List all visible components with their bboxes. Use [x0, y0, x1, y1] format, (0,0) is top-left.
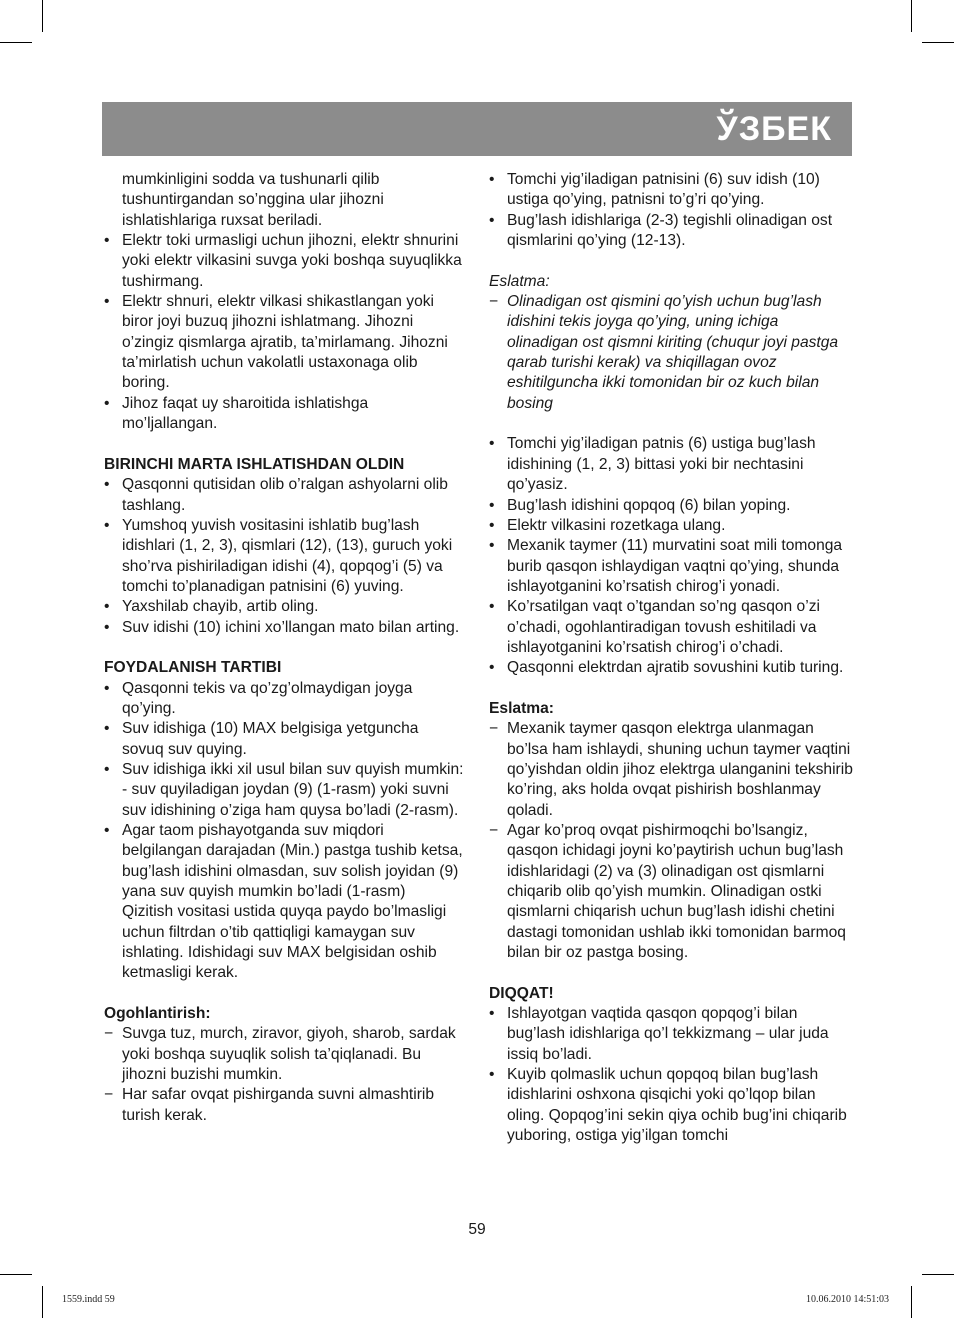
list-item-text: Kuyib qolmaslik uchun qopqoq bilan bug’lash idishlarini oshxona qisqichi yoki qo’lqop bilan oling. Qopqog’ini sekin qiya ochib bug’ini chiqarib yuboring, ostiga yig’ilgan tomchi	[507, 1066, 847, 1145]
spacer	[104, 984, 464, 1004]
list-item-text: Jihoz faqat uy sharoitida ishlatishga mo’ljallangan.	[122, 394, 369, 433]
attention-heading: DIQQAT!	[489, 984, 554, 1002]
spacer	[489, 963, 853, 983]
list-item	[489, 211, 853, 252]
spacer	[489, 414, 853, 434]
spacer	[104, 638, 464, 658]
dash-marker: −	[489, 720, 499, 738]
list-item	[489, 597, 853, 658]
list-item	[489, 658, 853, 678]
bullet-marker: •	[489, 211, 495, 229]
dash-item	[489, 719, 853, 821]
list-item-text: Tomchi yig’iladigan patnisini (6) suv idish (10) ustiga qo’ying, patnisni to’g’ri qo’ying.	[507, 171, 820, 209]
dash-item	[489, 821, 853, 963]
note-heading: Eslatma:	[489, 272, 550, 290]
bullet-marker: •	[104, 720, 110, 738]
bullet-marker: •	[104, 394, 110, 412]
bullet-marker: •	[104, 232, 110, 250]
language-banner	[102, 102, 852, 156]
bullet-marker: •	[104, 760, 110, 778]
list-item	[489, 516, 853, 536]
bullet-marker: •	[489, 435, 495, 453]
crop-mark	[42, 1286, 43, 1318]
bullet-marker: •	[489, 1066, 495, 1084]
list-item	[489, 1004, 853, 1065]
dash-marker: −	[489, 822, 499, 839]
list-item-text: Qasqonni qutisidan olib o’ralgan ashyolarni olib tashlang.	[122, 476, 448, 514]
list-item	[104, 292, 464, 394]
note-heading: Eslatma:	[489, 699, 555, 717]
dash-item-text: Suvga tuz, murch, ziravor, giyoh, sharob, sardak yoki boshqa suyuqlik solish ta’qiqlanadi. Bu jihozni buzishi mumkin.	[122, 1025, 456, 1084]
list-item-text: Elektr toki urmasligi uchun jihozni, elektr shnurini yoki elektr vilkasini suvga yoki boshqa suyuqlikka tushirmang.	[122, 232, 462, 290]
spacer	[489, 679, 853, 699]
right-column	[489, 170, 853, 1147]
list-item-text: Elektr shnuri, elektr vilkasi shikastlangan yoki biror joyi buzuq jihozni ishlatmang. Jihozni o’zingiz qismlarga ajratib, ta’mirlamang. Jihozni ta’mirlatish uchun vakolatli ustaxonaga olib boring.	[122, 293, 448, 392]
bullet-marker: •	[489, 516, 495, 534]
section-heading: FOYDALANISH TARTIBI	[104, 659, 282, 677]
dash-item-text: Har safar ovqat pishirganda suvni almashtirib turish kerak.	[122, 1086, 435, 1124]
list-item-text: Bug’lash idishlariga (2-3) tegishli olinadigan ost qismlarini qo’ying (12-13).	[507, 211, 833, 250]
list-item-text: Suv idishiga (10) MAX belgisiga yetguncha sovuq suv quying.	[122, 720, 419, 758]
spacer	[489, 251, 853, 271]
dash-item	[489, 292, 853, 414]
footer-file: 1559.indd 59	[62, 1294, 115, 1305]
list-item-text: Agar taom pishayotganda suv miqdori belgilangan darajadan (Min.) pastga tushib ketsa, bug’lash idishini olmasdan, suv solish joyidan (9) yana suv quyish mumkin bo’ladi (1-rasm)	[122, 822, 463, 901]
list-item	[489, 170, 853, 211]
warning-heading: Ogohlantirish:	[104, 1005, 211, 1023]
bullet-marker: •	[489, 496, 495, 514]
list-item-text: Suv idishi (10) ichini xo’llangan mato bilan arting.	[122, 618, 460, 636]
dash-marker: −	[104, 1025, 114, 1043]
list-item-text: Yumshoq yuvish vositasini ishlatib bug’lash idishlari (1, 2, 3), qismlari (12), (13), guruch yoki sho’rva pishiriladigan idishi (4), qopqog’i (5) va tomchi to’planadigan patnisini (6) yuving.	[122, 516, 453, 595]
intro-paragraph: mumkinligini sodda va tushunarli qilib tushuntirgandan so’nggina ular jihozni ishlatishlariga ruxsat beriladi.	[122, 171, 384, 229]
crop-mark	[911, 0, 912, 32]
list-item	[489, 496, 853, 516]
left-column	[104, 170, 464, 1126]
dash-item	[104, 1024, 464, 1085]
bullet-marker: •	[489, 659, 495, 677]
bullet-marker: •	[104, 679, 110, 697]
crop-mark	[922, 42, 954, 43]
bullet-marker: •	[489, 537, 495, 555]
list-item-text: Qasqonni tekis va qo’zg’olmaydigan joyga qo’ying.	[122, 679, 413, 717]
list-item-text: Suv idishiga ikki xil usul bilan suv quyish mumkin: - suv quyiladigan joydan (9) (1-rasm) yoki suvni suv idishining o’ziga ham quysa bo’ladi (2-rasm).	[122, 760, 464, 819]
bullet-marker: •	[489, 598, 495, 616]
list-item	[489, 434, 853, 495]
crop-mark	[0, 42, 32, 43]
list-item	[104, 821, 464, 902]
page-number: 59	[468, 1221, 486, 1238]
list-item-text: Tomchi yig’iladigan patnis (6) ustiga bug’lash idishining (1, 2, 3) bittasi yoki bir nechtasini qo’yasiz.	[507, 435, 816, 494]
list-item-text: Ishlayotgan vaqtida qasqon qopqog’i bilan bug’lash idishlariga qo’l tekkizmang – ular juda issiq bo’ladi.	[507, 1005, 829, 1063]
list-item	[104, 231, 464, 292]
banner-title: ЎЗБЕК	[716, 110, 832, 148]
crop-mark	[0, 1274, 32, 1275]
list-item	[104, 679, 464, 720]
bullet-marker: •	[104, 822, 110, 839]
list-item	[104, 475, 464, 516]
section-heading: BIRINCHI MARTA ISHLATISHDAN OLDIN	[104, 455, 405, 473]
dash-item	[104, 1085, 464, 1126]
dash-item-text: Mexanik taymer qasqon elektrga ulanmagan bo’lsa ham ishlaydi, shuning uchun taymer vaqtini qo’yishdan oldin jihoz elektrga ulanganini tekshirib ko’ring, aks holda ovqat pishirish boshlanmay qoladi.	[507, 720, 853, 819]
continuation-paragraph: Qizitish vositasi ustida quyqa paydo bo’lmasligi uchun filtrdan o’tib qattiqligi kamaygan suv ishlating. Idishidagi suv MAX belgisidan oshib ketmasligi kerak.	[122, 903, 447, 982]
list-item-text: Yaxshilab chayib, artib oling.	[122, 598, 319, 616]
bullet-marker: •	[104, 516, 110, 534]
dash-item-text: Olinadigan ost qismini qo’yish uchun bug’lash idishini tekis joyga qo’ying, uning ichiga olinadigan ost qismni kiriting (chuqur joyi pastga qarab turishi kerak) va shiqillagan ovoz eshitilguncha ikki tomonidan bir oz kuch bilan bosing	[507, 293, 839, 412]
list-item	[104, 394, 464, 435]
list-item	[104, 597, 464, 617]
list-item	[489, 536, 853, 597]
list-item-text: Elektr vilkasini rozetkaga ulang.	[507, 516, 726, 534]
list-item-text: Qasqonni elektrdan ajratib sovushini kutib turing.	[507, 659, 844, 677]
list-item-text: Ko’rsatilgan vaqt o’tgandan so’ng qasqon o’zi o’chadi, ogohlantiradigan tovush eshitiladi va ishlayotganini ko’rsatish chirog’i o’chadi.	[507, 598, 820, 656]
list-item	[104, 516, 464, 597]
dash-item-text: Agar ko’proq ovqat pishirmoqchi bo’lsangiz, qasqon ichidagi joyni ko’paytirish uchun bug’lash idishlaridagi (2) va (3) olinadigan ost qismlarni chiqarib olib qo’yish mumkin. Olinadigan ostki qismlarni chiqarish uchun bug’lash idishi chetini dastagi tomonidan ushlab ikki tomonidan barmoq bilan bir oz pastga bosing.	[507, 822, 846, 962]
bullet-marker: •	[104, 598, 110, 616]
bullet-marker: •	[104, 618, 110, 636]
bullet-marker: •	[489, 171, 495, 188]
list-item-text: Bug’lash idishini qopqoq (6) bilan yoping.	[507, 496, 791, 514]
bullet-marker: •	[489, 1005, 495, 1023]
bullet-marker: •	[104, 293, 110, 311]
dash-marker: −	[489, 293, 499, 311]
list-item	[104, 719, 464, 760]
spacer	[104, 434, 464, 454]
list-item	[104, 760, 464, 821]
dash-marker: −	[104, 1086, 114, 1104]
list-item	[104, 618, 464, 638]
list-item	[489, 1065, 853, 1146]
crop-mark	[42, 0, 43, 32]
bullet-marker: •	[104, 476, 110, 494]
footer-date: 10.06.2010 14:51:03	[805, 1294, 889, 1305]
crop-mark	[911, 1286, 912, 1318]
list-item-text: Mexanik taymer (11) murvatini soat mili tomonga burib qasqon ishlaydigan vaqtni qo’ying, shunda ishlayotganini ko’rsatish chirog’i yonadi.	[507, 537, 843, 595]
crop-mark	[922, 1274, 954, 1275]
